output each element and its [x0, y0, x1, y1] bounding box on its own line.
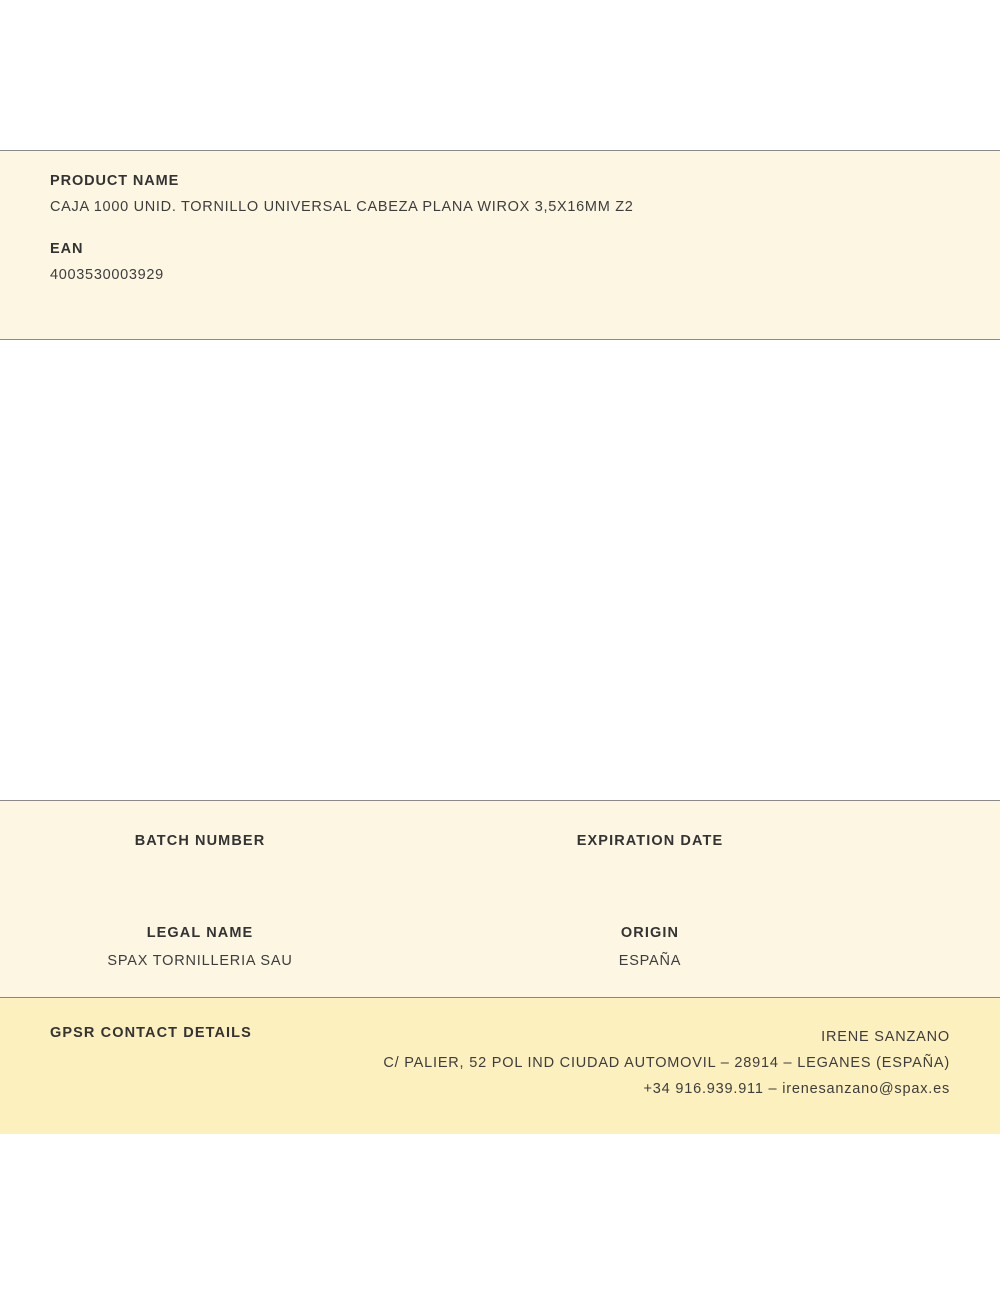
product-name-value: CAJA 1000 UNID. TORNILLO UNIVERSAL CABEZA PLANA WIROX 3,5X16MM Z2: [50, 199, 634, 215]
legal-name-value: SPAX TORNILLERIA SAU: [107, 953, 293, 969]
legal-origin-spacer: [0, 941, 1000, 953]
origin-label: ORIGIN: [620, 925, 680, 941]
origin-column: [500, 925, 1000, 941]
bottom-margin: [0, 1134, 1000, 1300]
ean-label: EAN: [50, 241, 84, 257]
legal-name-column: [0, 925, 500, 941]
gpsr-contact-phone-email: +34 916.939.911 – irenesanzano@spax.es: [643, 1081, 950, 1097]
legal-name-label: LEGAL NAME: [146, 925, 254, 941]
batch-number-label: BATCH NUMBER: [134, 833, 266, 849]
gpsr-contact-details: [383, 1024, 950, 1102]
batch-number-value-column: [0, 849, 500, 867]
legal-origin-values-row: [0, 953, 1000, 971]
batch-number-column: [0, 833, 500, 849]
expiration-date-value-column: [500, 849, 1000, 867]
legal-origin-row: [0, 925, 1000, 941]
product-name-label: PRODUCT NAME: [50, 173, 180, 189]
empty-content-area: [0, 340, 1000, 800]
product-info-block: [0, 150, 1000, 340]
ean-value: 4003530003929: [50, 267, 164, 283]
expiration-date-value: [500, 849, 800, 867]
gpsr-contact-title: GPSR CONTACT DETAILS: [50, 1025, 252, 1041]
origin-value-column: [500, 953, 1000, 971]
legal-name-value-column: [0, 953, 500, 971]
expiration-date-label: EXPIRATION DATE: [576, 833, 724, 849]
gpsr-contact-block: [0, 998, 1000, 1134]
batch-legal-block: [0, 800, 1000, 998]
info-block-spacer: [0, 867, 1000, 925]
batch-expiration-values-row: [0, 849, 1000, 867]
top-margin: [0, 0, 1000, 150]
gpsr-contact-name: IRENE SANZANO: [821, 1029, 950, 1045]
expiration-date-column: [500, 833, 1000, 849]
batch-expiration-row: [0, 833, 1000, 849]
batch-number-value: [0, 849, 400, 867]
gpsr-contact-address: C/ PALIER, 52 POL IND CIUDAD AUTOMOVIL – 28914 – LEGANES (ESPAÑA): [383, 1055, 950, 1071]
origin-value: ESPAÑA: [618, 953, 682, 969]
